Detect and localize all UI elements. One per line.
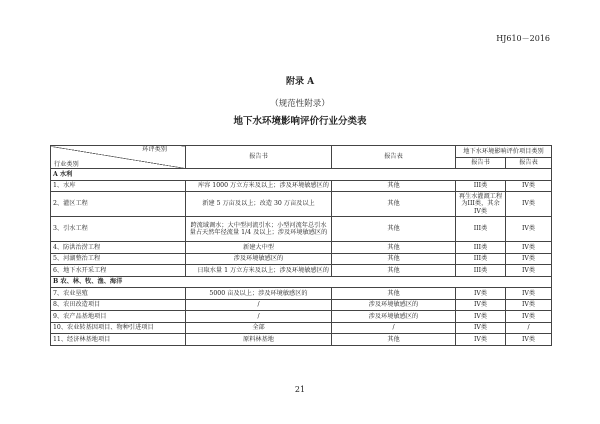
report-form-cell: 其他: [332, 242, 456, 254]
col-header-report-book: 报告书: [186, 146, 332, 169]
report-book-cell: 新建大中型: [186, 242, 332, 254]
report-form-cell: 其他: [332, 253, 456, 265]
table-row: [51, 242, 552, 254]
gw-book-cell: IV类: [456, 288, 506, 300]
table-row: [51, 192, 552, 217]
category-label: B 农、林、牧、渔、海洋: [51, 276, 552, 288]
industry-cell: 6、地下水开采工程: [51, 265, 186, 277]
col-header-gw-form: 报告表: [506, 157, 552, 169]
col-header-gw-group: 地下水环境影响评价项目类别: [456, 146, 552, 158]
category-row: [51, 169, 552, 181]
category-row: [51, 276, 552, 288]
gw-book-cell: IV类: [456, 334, 506, 346]
industry-cell: 4、防洪治涝工程: [51, 242, 186, 254]
table-row: [51, 180, 552, 192]
gw-book-cell: III类: [456, 217, 506, 242]
gw-form-cell: IV类: [506, 265, 552, 277]
gw-form-cell: /: [506, 322, 552, 334]
diag-top-label: 环评类别: [142, 146, 167, 153]
gw-book-cell: IV类: [456, 322, 506, 334]
gw-form-cell: IV类: [506, 288, 552, 300]
gw-form-cell: IV类: [506, 192, 552, 217]
report-book-cell: 库容 1000 万立方米及以上；涉及环境敏感区的: [186, 180, 332, 192]
table-row: [51, 322, 552, 334]
table-row: [51, 265, 552, 277]
report-form-cell: 涉及环境敏感区的: [332, 311, 456, 323]
report-form-cell: 其他: [332, 217, 456, 242]
table-row: [51, 334, 552, 346]
table-row: [51, 299, 552, 311]
industry-cell: 5、河湖整治工程: [51, 253, 186, 265]
report-form-cell: 其他: [332, 334, 456, 346]
industry-cell: 9、农产品基地项目: [51, 311, 186, 323]
report-book-cell: 5000 亩及以上；涉及环境敏感区的: [186, 288, 332, 300]
standard-number: HJ610－2016: [496, 34, 550, 43]
table-row: [51, 311, 552, 323]
report-book-cell: 原料林基地: [186, 334, 332, 346]
report-book-cell: /: [186, 311, 332, 323]
industry-cell: 10、农业转基因项目、物种引进项目: [51, 322, 186, 334]
gw-form-cell: IV类: [506, 217, 552, 242]
industry-cell: 7、农业垦殖: [51, 288, 186, 300]
gw-book-cell: 再生水灌溉工程为III类，其余IV类: [456, 192, 506, 217]
gw-form-cell: IV类: [506, 311, 552, 323]
gw-form-cell: IV类: [506, 299, 552, 311]
col-header-gw-book: 报告书: [456, 157, 506, 169]
normative-label: （规范性附录）: [270, 99, 330, 109]
gw-form-cell: IV类: [506, 242, 552, 254]
diag-bottom-label: 行业类别: [54, 160, 79, 168]
page-number: 21: [294, 385, 306, 394]
gw-book-cell: III类: [456, 253, 506, 265]
gw-book-cell: III类: [456, 242, 506, 254]
gw-form-cell: IV类: [506, 334, 552, 346]
report-book-cell: 跨流域调水；大中型河流引水；小型河流年总引水量占天然年径流量 1/4 及以上；涉及环境敏感区的: [186, 217, 332, 242]
classification-table: [50, 145, 552, 346]
gw-book-cell: III类: [456, 265, 506, 277]
report-form-cell: 其他: [332, 192, 456, 217]
appendix-title: 附录 A: [285, 77, 315, 87]
industry-cell: 1、水库: [51, 180, 186, 192]
col-header-report-form: 报告表: [332, 146, 456, 169]
report-form-cell: 其他: [332, 180, 456, 192]
table-row: [51, 288, 552, 300]
gw-book-cell: III类: [456, 180, 506, 192]
gw-book-cell: IV类: [456, 311, 506, 323]
report-form-cell: /: [332, 322, 456, 334]
header-diagonal-cell: [51, 146, 186, 169]
gw-book-cell: IV类: [456, 299, 506, 311]
table-row: [51, 253, 552, 265]
gw-form-cell: IV类: [506, 180, 552, 192]
report-book-cell: 涉及环境敏感区的: [186, 253, 332, 265]
category-label: A 水利: [51, 169, 552, 181]
report-book-cell: 日取水量 1 万立方米及以上；涉及环境敏感区的: [186, 265, 332, 277]
gw-form-cell: IV类: [506, 253, 552, 265]
report-form-cell: 其他: [332, 265, 456, 277]
table-title: 地下水环境影响评价行业分类表: [233, 116, 367, 127]
report-book-cell: 新建 5 万亩及以上；改造 30 万亩及以上: [186, 192, 332, 217]
industry-cell: 3、引水工程: [51, 217, 186, 242]
table-row: [51, 217, 552, 242]
industry-cell: 11、经济林基地项目: [51, 334, 186, 346]
report-form-cell: 其他: [332, 288, 456, 300]
industry-cell: 8、农田改造项目: [51, 299, 186, 311]
report-form-cell: 涉及环境敏感区的: [332, 299, 456, 311]
report-book-cell: /: [186, 299, 332, 311]
industry-cell: 2、灌区工程: [51, 192, 186, 217]
report-book-cell: 全部: [186, 322, 332, 334]
